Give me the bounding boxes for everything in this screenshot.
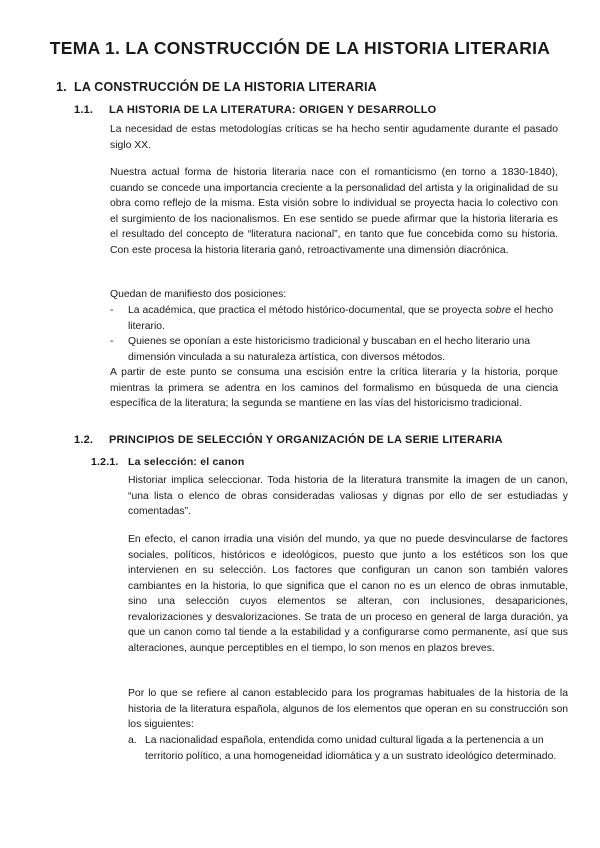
paragraph: Por lo que se refiere al canon establecido para los programas habituales de la historia de la historia de la literatura española, algunos de los elementos que operan en su construcción son los siguientes: (128, 688, 568, 730)
paragraph: Historiar implica seleccionar. Toda historia de la literatura transmite la imagen de un canon, “una lista o elenco de obras consideradas valiosas y dignas por ello de ser estudiadas y comentadas”. (128, 475, 568, 517)
list-item-text: Quienes se oponían a este historicismo tradicional y buscaban en el hecho literario una dimensión vinculada a su naturaleza artística, con diversos métodos. (128, 336, 531, 363)
paragraph: Nuestra actual forma de historia literaria nace con el romanticismo (en torno a 1830-1840), cuando se concede una importancia creciente a la personalidad del artista y la originalidad de su obra como reflejo de la misma. Esta visión sobre lo individual se proyecta hacia lo colectivo con el surgimiento de los nacionalismos. En ese sentido se puede afirmar que la historia literaria es el resultado del concepto de “literatura nacional”, en tanto que fue concebida como su historia. Con este procesa la historia literaria ganó, retroactivamente una dimensión diacrónica. (110, 167, 558, 256)
bullet-marker: - (110, 336, 114, 347)
list-item (128, 733, 568, 764)
list-item-text: La académica, que practica el método histórico-documental, que se proyecta (128, 305, 485, 316)
emphasis: sobre (484, 305, 511, 316)
list-item-text-end: el hecho literario. (128, 305, 554, 332)
paragraph: En efecto, el canon irradia una visión del mundo, ya que no puede desvincularse de factores sociales, políticos, históricos e ideológicos, puesto que junto a los estéticos son los que intervienen en su selección. Los factores que configuran un canon son también valores cambiantes en la historia, lo que significa que el canon no es un elenco de obras inmutable, sino una selección cuyos elementos se alteran, con inclusiones, desapariciones, revalorizaciones y desvalorizaciones. Se trata de un proceso en general de larga duración, ya que un canon como tal tiende a la estabilidad y a configurarse como permanente, así que sus alteraciones, aunque perceptibles en el tiempo, lo son menos en plazos breves. (128, 534, 568, 654)
subsection-title: LA HISTORIA DE LA LITERATURA: ORIGEN Y DESARROLLO (109, 104, 437, 116)
subsubsection-1-2-1-heading (91, 456, 244, 468)
section-number: 1. (56, 80, 67, 94)
paragraph: La necesidad de estas metodologías críticas se ha hecho sentir agudamente durante el pasado siglo XX. (110, 124, 558, 151)
subsection-1-1-heading (74, 104, 436, 116)
section-title: LA CONSTRUCCIÓN DE LA HISTORIA LITERARIA (74, 80, 377, 94)
subsection-number: 1.1. (74, 104, 94, 116)
paragraph: A partir de este punto se consuma una escisión entre la crítica literaria y la historia, porque mientras la primera se adentra en los caminos del formalismo en búsqueda de una ciencia específica de la literatura; la segunda se mantiene en las vías del historicismo tradicional. (110, 367, 558, 409)
subsubsection-number: 1.2.1. (91, 456, 119, 468)
bullet-list (110, 303, 558, 365)
paragraph: Quedan de manifiesto dos posiciones: (110, 289, 287, 300)
list-item-text: La nacionalidad española, entendida como unidad cultural ligada a la pertenencia a un territorio político, a una homogeneidad idiomática y a un sustrato ideológico determinado. (145, 735, 557, 762)
subsubsection-title: La selección: el canon (128, 456, 245, 468)
list-item (110, 334, 558, 365)
list-item (110, 303, 558, 334)
subsection-title: PRINCIPIOS DE SELECCIÓN Y ORGANIZACIÓN DE LA SERIE LITERARIA (109, 434, 503, 446)
lettered-list (128, 733, 568, 764)
bullet-marker: - (110, 305, 114, 316)
document-title: TEMA 1. LA CONSTRUCCIÓN DE LA HISTORIA LITERARIA (49, 38, 551, 58)
section-1-heading (56, 80, 377, 94)
subsection-number: 1.2. (74, 434, 94, 446)
subsection-1-2-heading (74, 434, 503, 446)
list-marker: a. (128, 735, 137, 746)
